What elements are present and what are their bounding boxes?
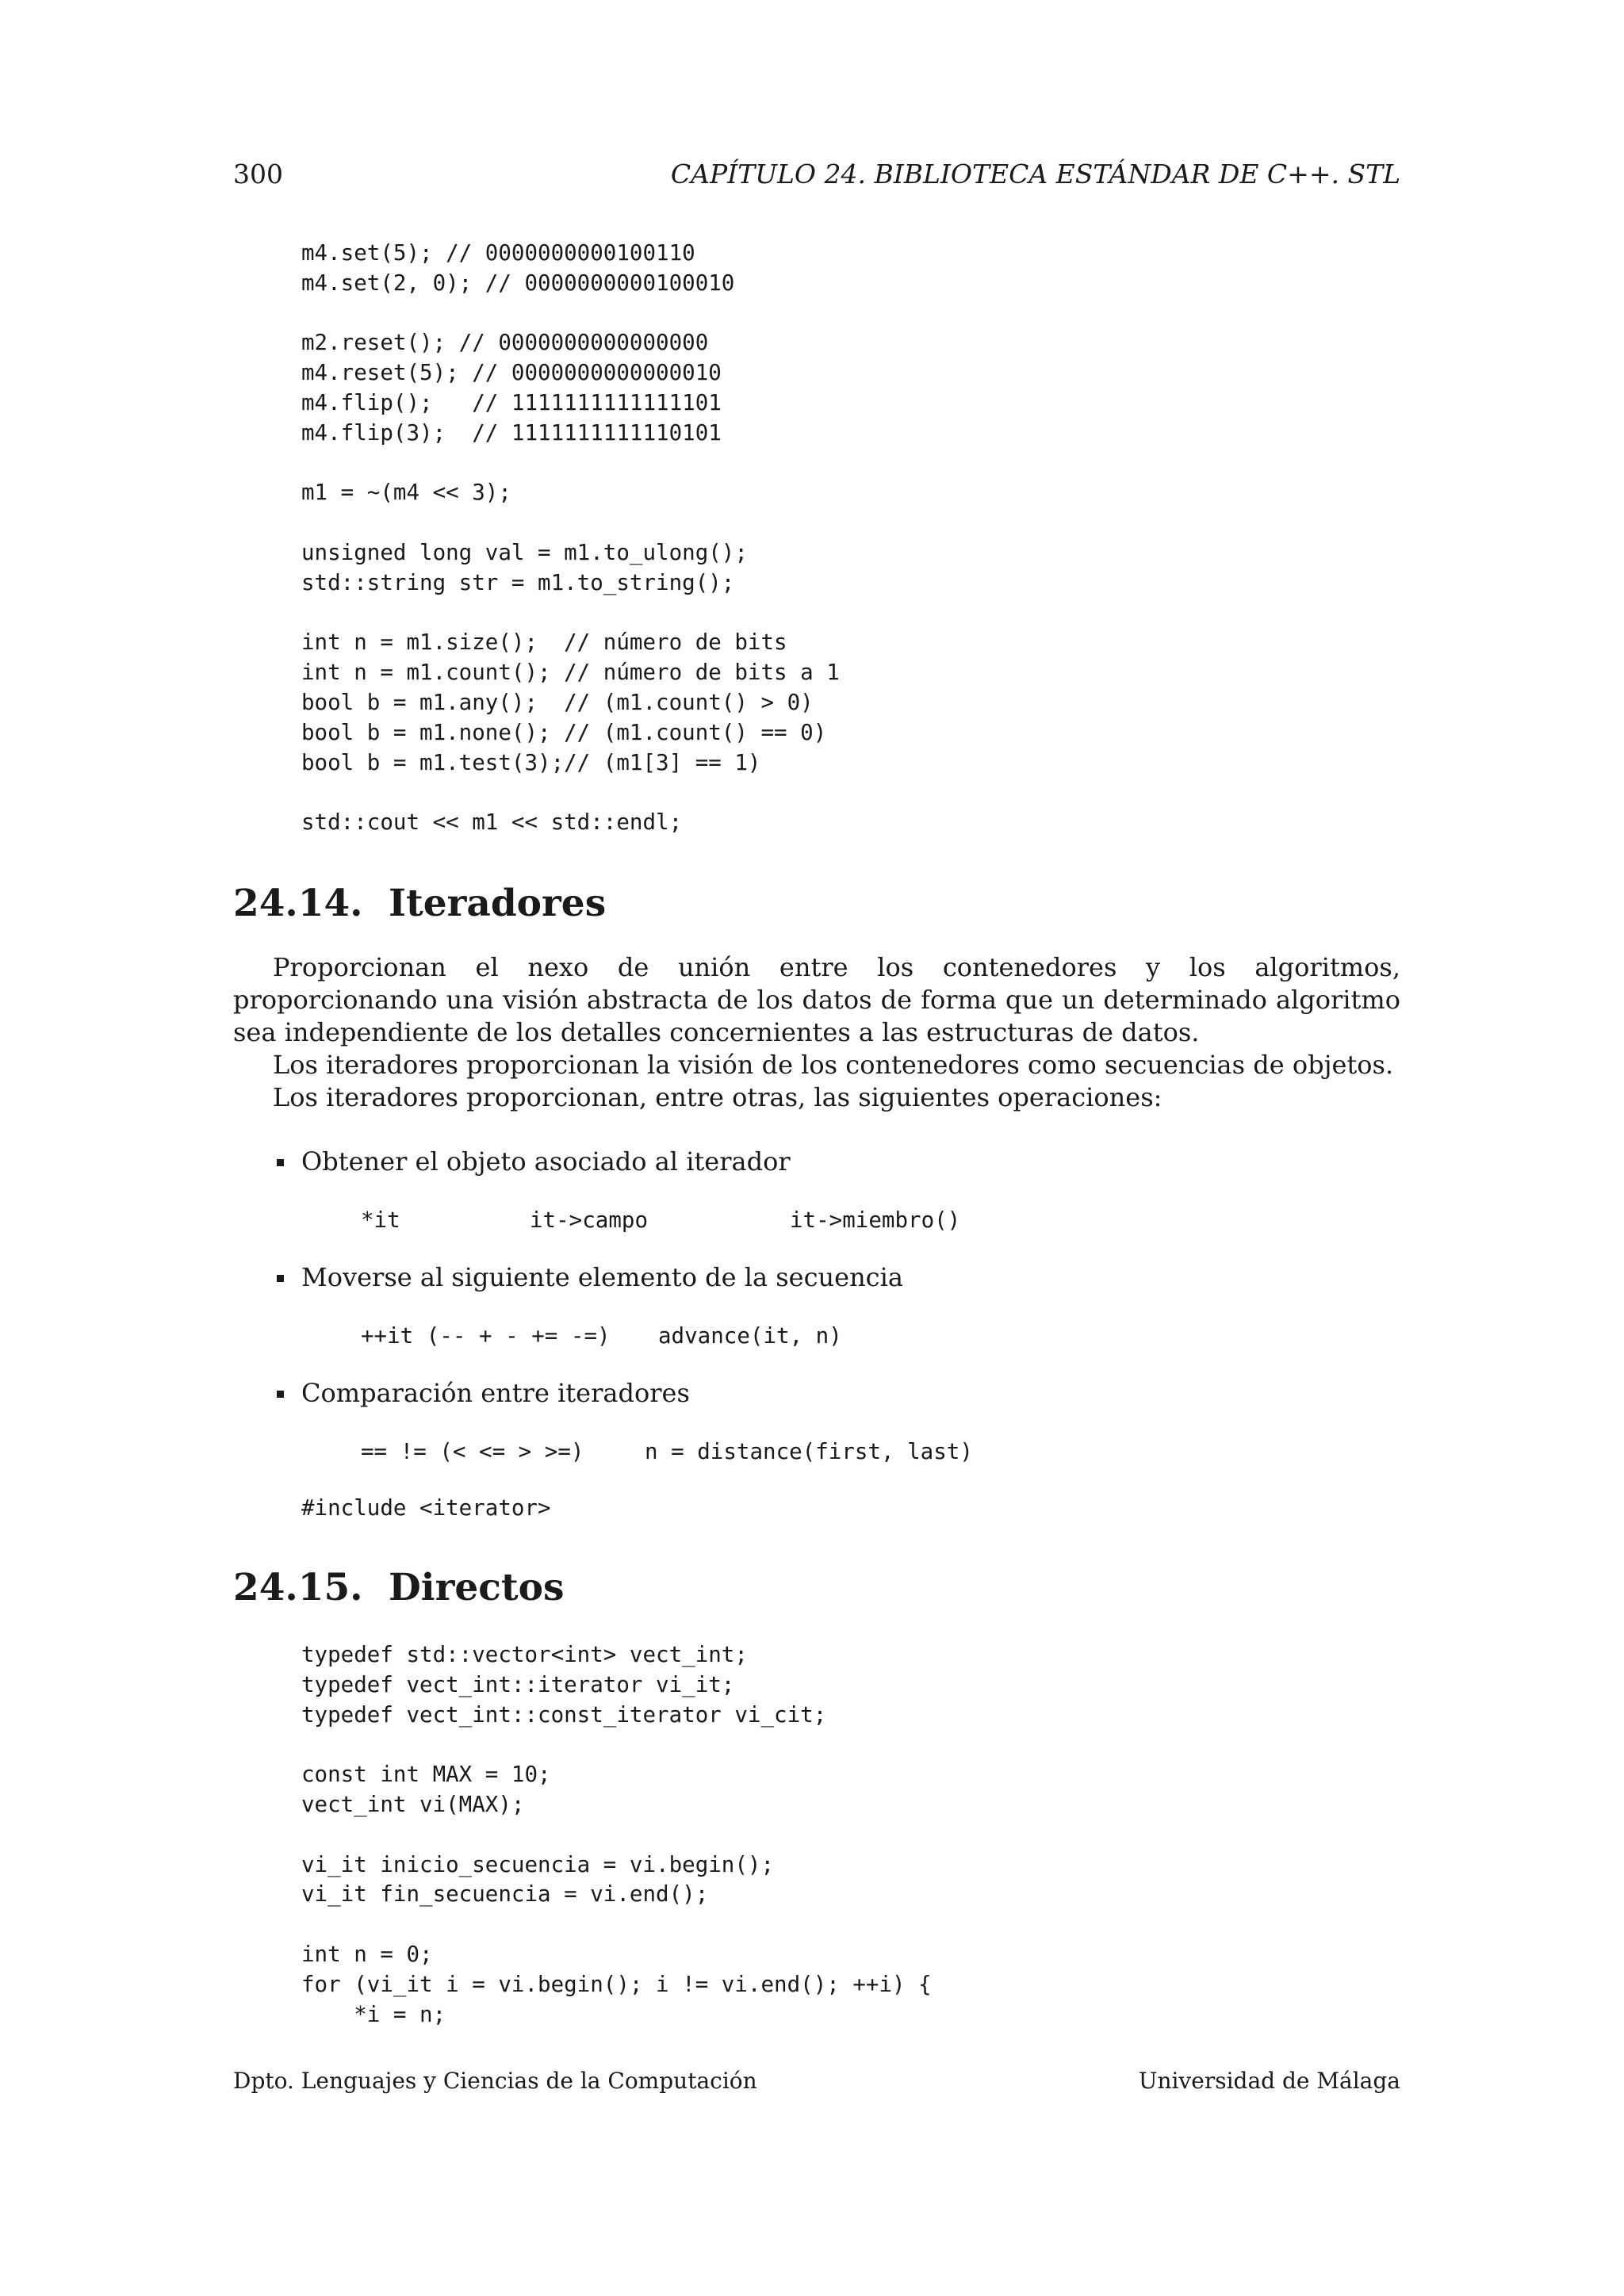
code-line: bool b = m1.test(3);// (m1[3] == 1)	[301, 749, 761, 775]
code-snippet: it->miembro()	[790, 1207, 961, 1233]
bullet-icon	[277, 1391, 284, 1398]
code-snippet: ++it (-- + - += -=)	[361, 1323, 611, 1349]
code-line: typedef std::vector<int> vect_int;	[301, 1642, 748, 1667]
code-line: m2.reset(); // 0000000000000000	[301, 330, 709, 356]
section-body-iteradores	[233, 951, 1400, 1114]
code-line: int n = m1.size(); // número de bits	[301, 629, 787, 656]
page-footer	[233, 2064, 1400, 2098]
section-heading-directos	[233, 1564, 564, 1612]
footer-department: Dpto. Lenguajes y Ciencias de la Computación	[233, 2068, 757, 2094]
code-line: m4.set(2, 0); // 0000000000100010	[301, 270, 735, 296]
code-line	[301, 299, 840, 329]
code-line: int n = 0;	[301, 1941, 433, 1967]
code-line	[301, 449, 840, 479]
code-line	[301, 508, 840, 538]
code-line: typedef vect_int::iterator vi_it;	[301, 1671, 735, 1697]
bullet-icon	[277, 1275, 284, 1282]
include-line: #include <iterator>	[301, 1495, 551, 1521]
bullet-icon	[277, 1159, 284, 1166]
paragraph: Los iteradores proporcionan la visión de los contenedores como secuencias de objetos.	[273, 1050, 1394, 1080]
code-line: vi_it inicio_secuencia = vi.begin();	[301, 1851, 775, 1877]
code-line: bool b = m1.none(); // (m1.count() == 0)	[301, 719, 827, 745]
bullet-item: Comparación entre iteradores	[301, 1378, 690, 1408]
code-block-directos	[301, 1640, 932, 2030]
page-number: 300	[233, 159, 283, 189]
code-line: bool b = m1.any(); // (m1.count() > 0)	[301, 689, 814, 715]
code-line: *i = n;	[301, 2001, 446, 2027]
code-snippet: *it	[361, 1207, 400, 1233]
code-line: std::cout << m1 << std::endl;	[301, 809, 683, 836]
section-title: Directos	[389, 1566, 565, 1609]
chapter-title: CAPÍTULO 24. BIBLIOTECA ESTÁNDAR DE C++. STL	[670, 159, 1400, 189]
code-line: const int MAX = 10;	[301, 1762, 551, 1788]
code-line	[301, 778, 840, 808]
code-line: int n = m1.count(); // número de bits a 1	[301, 660, 840, 686]
paragraph: Proporcionan el nexo de unión entre los contenedores y los algoritmos, proporcionando una visión abstracta de los datos de forma que un determinado algoritmo sea independiente de los detalles concernientes a las estructuras de datos.	[233, 952, 1400, 1047]
bullet-item: Moverse al siguiente elemento de la secuencia	[301, 1262, 903, 1292]
code-line	[301, 1730, 932, 1760]
section-number: 24.15.	[233, 1566, 363, 1609]
code-snippet: advance(it, n)	[658, 1323, 842, 1349]
code-line: std::string str = m1.to_string();	[301, 569, 735, 595]
bullet-item: Obtener el objeto asociado al iterador	[301, 1146, 791, 1177]
section-number: 24.14.	[233, 882, 363, 925]
code-line: unsigned long val = m1.to_ulong();	[301, 539, 748, 565]
code-snippet: it->campo	[530, 1207, 649, 1233]
code-snippet: n = distance(first, last)	[645, 1439, 973, 1464]
running-header	[233, 155, 1400, 193]
code-line: m4.reset(5); // 0000000000000010	[301, 360, 722, 386]
section-heading-iteradores	[233, 880, 606, 928]
code-line: m1 = ~(m4 << 3);	[301, 480, 511, 506]
code-snippet: == != (< <= > >=)	[361, 1439, 584, 1464]
paragraph: Los iteradores proporcionan, entre otras, las siguientes operaciones:	[273, 1082, 1162, 1112]
footer-university: Universidad de Málaga	[1138, 2068, 1400, 2094]
section-title: Iteradores	[389, 882, 607, 925]
code-block-bitset	[301, 239, 840, 838]
code-line: typedef vect_int::const_iterator vi_cit;	[301, 1701, 827, 1728]
code-line	[301, 1820, 932, 1850]
code-line: m4.flip(); // 1111111111111101	[301, 389, 722, 415]
code-line	[301, 599, 840, 629]
code-line: m4.set(5); // 0000000000100110	[301, 240, 695, 266]
code-line: vect_int vi(MAX);	[301, 1791, 525, 1817]
code-line	[301, 1910, 932, 1940]
code-line: m4.flip(3); // 1111111111110101	[301, 419, 722, 446]
code-line: for (vi_it i = vi.begin(); i != vi.end(); ++i) {	[301, 1971, 932, 1997]
code-line: vi_it fin_secuencia = vi.end();	[301, 1881, 709, 1908]
